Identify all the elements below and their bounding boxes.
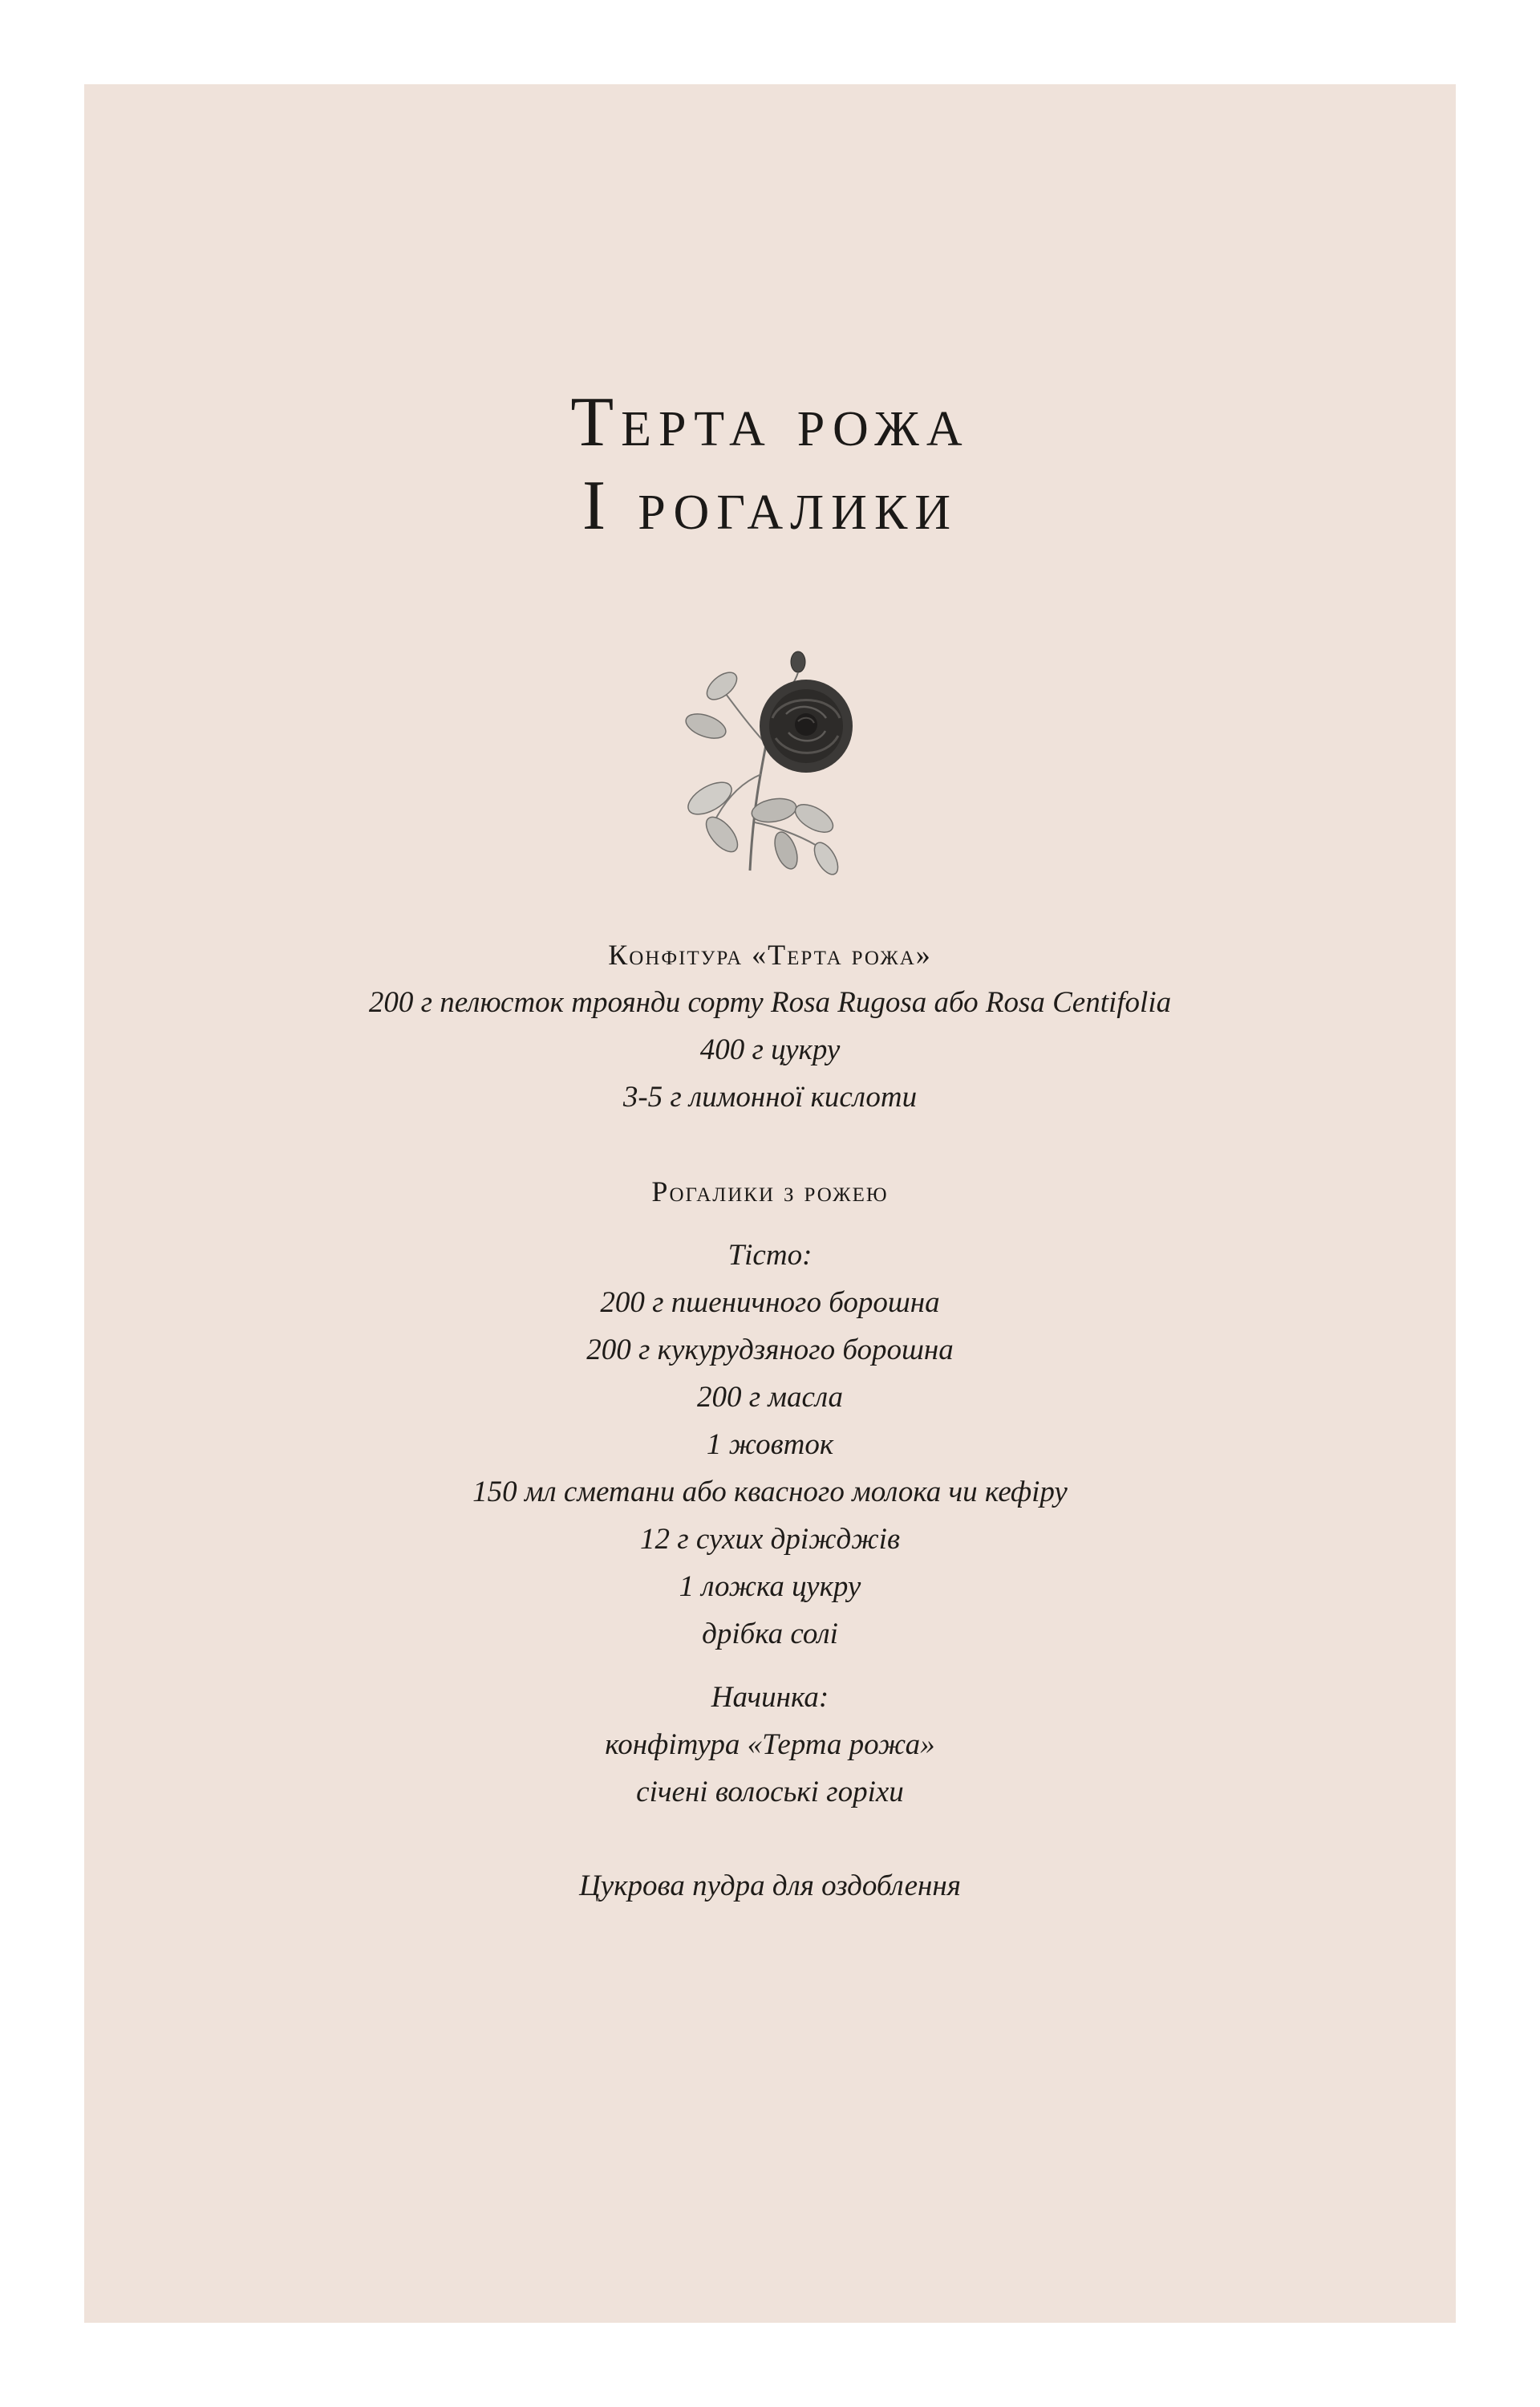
list-item: 200 г пелюсток троянди сорту Rosa Rugosa або Rosa Centifolia bbox=[368, 986, 1172, 1019]
list-item: 1 жовток bbox=[706, 1428, 834, 1461]
dough-label: Тісто: bbox=[727, 1239, 813, 1272]
list-item: 3-5 г лимонної кислоти bbox=[622, 1081, 918, 1114]
list-item: 200 г масла bbox=[696, 1381, 844, 1414]
title-line-2: І рогалики bbox=[582, 467, 958, 545]
list-item: січені волоські горіхи bbox=[636, 1776, 904, 1808]
list-item: 200 г кукурудзяного борошна bbox=[586, 1333, 954, 1366]
section-heading-rogaliky: Рогалики з рожею bbox=[651, 1175, 889, 1208]
list-item: 400 г цукру bbox=[699, 1033, 841, 1066]
list-item: дрібка солі bbox=[702, 1618, 838, 1650]
filling-label: Начинка: bbox=[711, 1681, 829, 1714]
list-item: 150 мл сметани або квасного молока чи кефіру bbox=[472, 1475, 1068, 1508]
recipe-page bbox=[84, 84, 1456, 2323]
page-title bbox=[84, 381, 1456, 548]
section-heading-confiture: Конфітура «Терта рожа» bbox=[608, 939, 932, 971]
recipe-ingredients bbox=[84, 931, 1456, 1910]
rose-illustration bbox=[678, 638, 870, 879]
list-item: 200 г пшеничного борошна bbox=[600, 1286, 940, 1319]
list-item: конфітура «Терта рожа» bbox=[605, 1728, 935, 1761]
title-line-1: Терта рожа bbox=[570, 384, 970, 461]
list-item: 12 г сухих дріжджів bbox=[639, 1523, 901, 1556]
garnish-note: Цукрова пудра для оздоблення bbox=[579, 1869, 961, 1902]
list-item: 1 ложка цукру bbox=[679, 1570, 861, 1603]
